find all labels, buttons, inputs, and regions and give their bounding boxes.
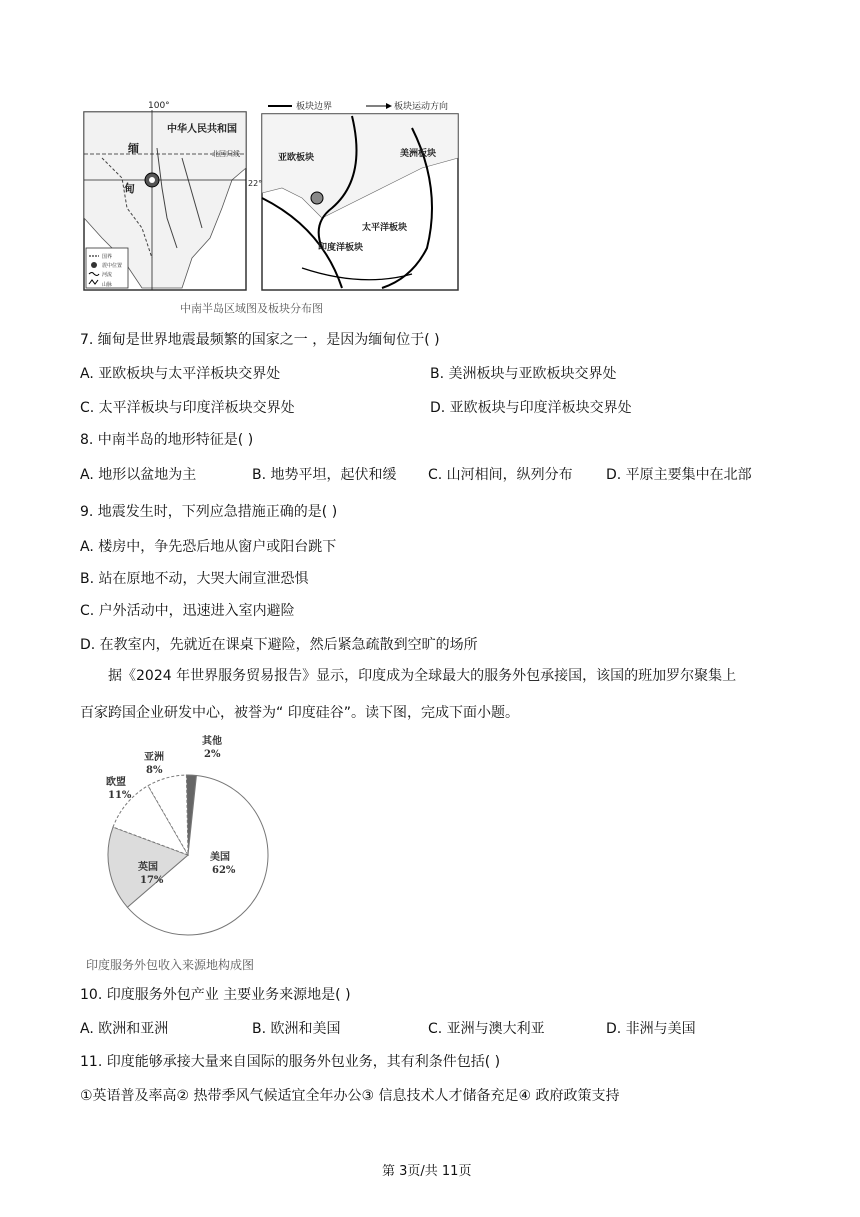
region-label-mian: 缅: [128, 142, 139, 155]
legend-mountain: 山脉: [102, 282, 113, 288]
plate-indian: 印度洋板块: [318, 243, 364, 253]
pie-value-4: 2%: [204, 749, 221, 760]
question-9-option-a[interactable]: A. 楼房中，争先恐后地从窗户或阳台跳下: [80, 539, 337, 555]
pie-chart-svg: [80, 730, 280, 940]
country-label: 中华人民共和国: [167, 124, 237, 135]
question-7-option-a[interactable]: A. 亚欧板块与太平洋板块交界处: [80, 366, 281, 382]
passage-line-2: 百家跨国企业研发中心，被誉为“ 印度硅谷”。读下图，完成下面小题。: [80, 705, 519, 721]
question-9-option-b[interactable]: B. 站在原地不动，大哭大闹宣泄恐惧: [80, 571, 309, 587]
question-9-option-d[interactable]: D. 在教室内，先就近在课桌下避险，然后紧急疏散到空旷的场所: [80, 637, 478, 653]
question-8-option-d[interactable]: D. 平原主要集中在北部: [606, 467, 752, 483]
question-10-option-b[interactable]: B. 欧洲和美国: [252, 1021, 341, 1037]
question-7-option-b[interactable]: B. 美洲板块与亚欧板块交界处: [430, 366, 617, 382]
legend-plate-boundary: 板块边界: [296, 102, 333, 112]
legend-plate-direction: 板块运动方向: [394, 102, 449, 112]
question-9-stem: 9. 地震发生时，下列应急措施正确的是( ): [80, 504, 338, 520]
question-11-conditions: ①英语普及率高② 热带季风气候适宜全年办公③ 信息技术人才储备充足④ 政府政策支持: [80, 1088, 620, 1104]
plate-eurasian: 亚欧板块: [278, 153, 315, 163]
question-8-stem: 8. 中南半岛的地形特征是( ): [80, 432, 254, 448]
pie-label-2: 欧盟: [106, 777, 126, 788]
pie-value-1: 17%: [140, 875, 164, 886]
question-9-option-c[interactable]: C. 户外活动中，迅速进入室内避险: [80, 603, 295, 619]
question-8-option-a[interactable]: A. 地形以盆地为主: [80, 467, 197, 483]
question-10-option-a[interactable]: A. 欧洲和亚洲: [80, 1021, 169, 1037]
question-10-stem: 10. 印度服务外包产业 主要业务来源地是( ): [80, 987, 351, 1003]
question-7-option-d[interactable]: D. 亚欧板块与印度洋板块交界处: [430, 400, 632, 416]
pie-chart: [80, 730, 280, 940]
question-8-option-b[interactable]: B. 地势平坦，起伏和缓: [252, 467, 397, 483]
legend-epicenter: 震中位置: [102, 263, 123, 269]
plate-pacific: 太平洋板块: [362, 223, 408, 233]
figure1-caption: 中南半岛区域图及板块分布图: [180, 302, 323, 315]
question-8-option-c[interactable]: C. 山河相间，纵列分布: [428, 467, 573, 483]
question-10-option-d[interactable]: D. 非洲与美国: [606, 1021, 696, 1037]
lat-label: 22°: [248, 179, 263, 188]
plate-american: 美洲板块: [400, 149, 437, 159]
degree-label: 100°: [148, 101, 170, 111]
map-figure-svg: [82, 98, 462, 298]
pie-label-1: 英国: [138, 862, 158, 873]
question-10-option-c[interactable]: C. 亚洲与澳大利亚: [428, 1021, 545, 1037]
chart-title: 印度服务外包收入来源地构成图: [86, 958, 255, 972]
legend-border: 国界: [102, 254, 113, 260]
pie-label-0: 美国: [210, 852, 230, 863]
tropic-label: 北回归线: [212, 150, 240, 158]
question-7-option-c[interactable]: C. 太平洋板块与印度洋板块交界处: [80, 400, 295, 416]
question-11-stem: 11. 印度能够承接大量来自国际的服务外包业务，其有利条件包括( ): [80, 1054, 501, 1070]
pie-value-3: 8%: [146, 765, 163, 776]
map-figure: [82, 98, 462, 298]
page-number: 第 3页/共 11页: [382, 1164, 472, 1179]
pie-label-4: 其他: [202, 736, 222, 747]
pie-value-0: 62%: [212, 865, 236, 876]
passage-line-1: 据《2024 年世界服务贸易报告》显示，印度成为全球最大的服务外包承接国，该国的班加罗尔聚集上: [108, 668, 737, 684]
question-7-stem: 7. 缅甸是世界地震最频繁的国家之一 ，是因为缅甸位于( ): [80, 332, 440, 348]
pie-value-2: 11%: [108, 790, 132, 801]
pie-label-3: 亚洲: [144, 752, 164, 763]
region-label-dian: 甸: [124, 182, 135, 195]
legend-river: 河流: [102, 272, 113, 278]
